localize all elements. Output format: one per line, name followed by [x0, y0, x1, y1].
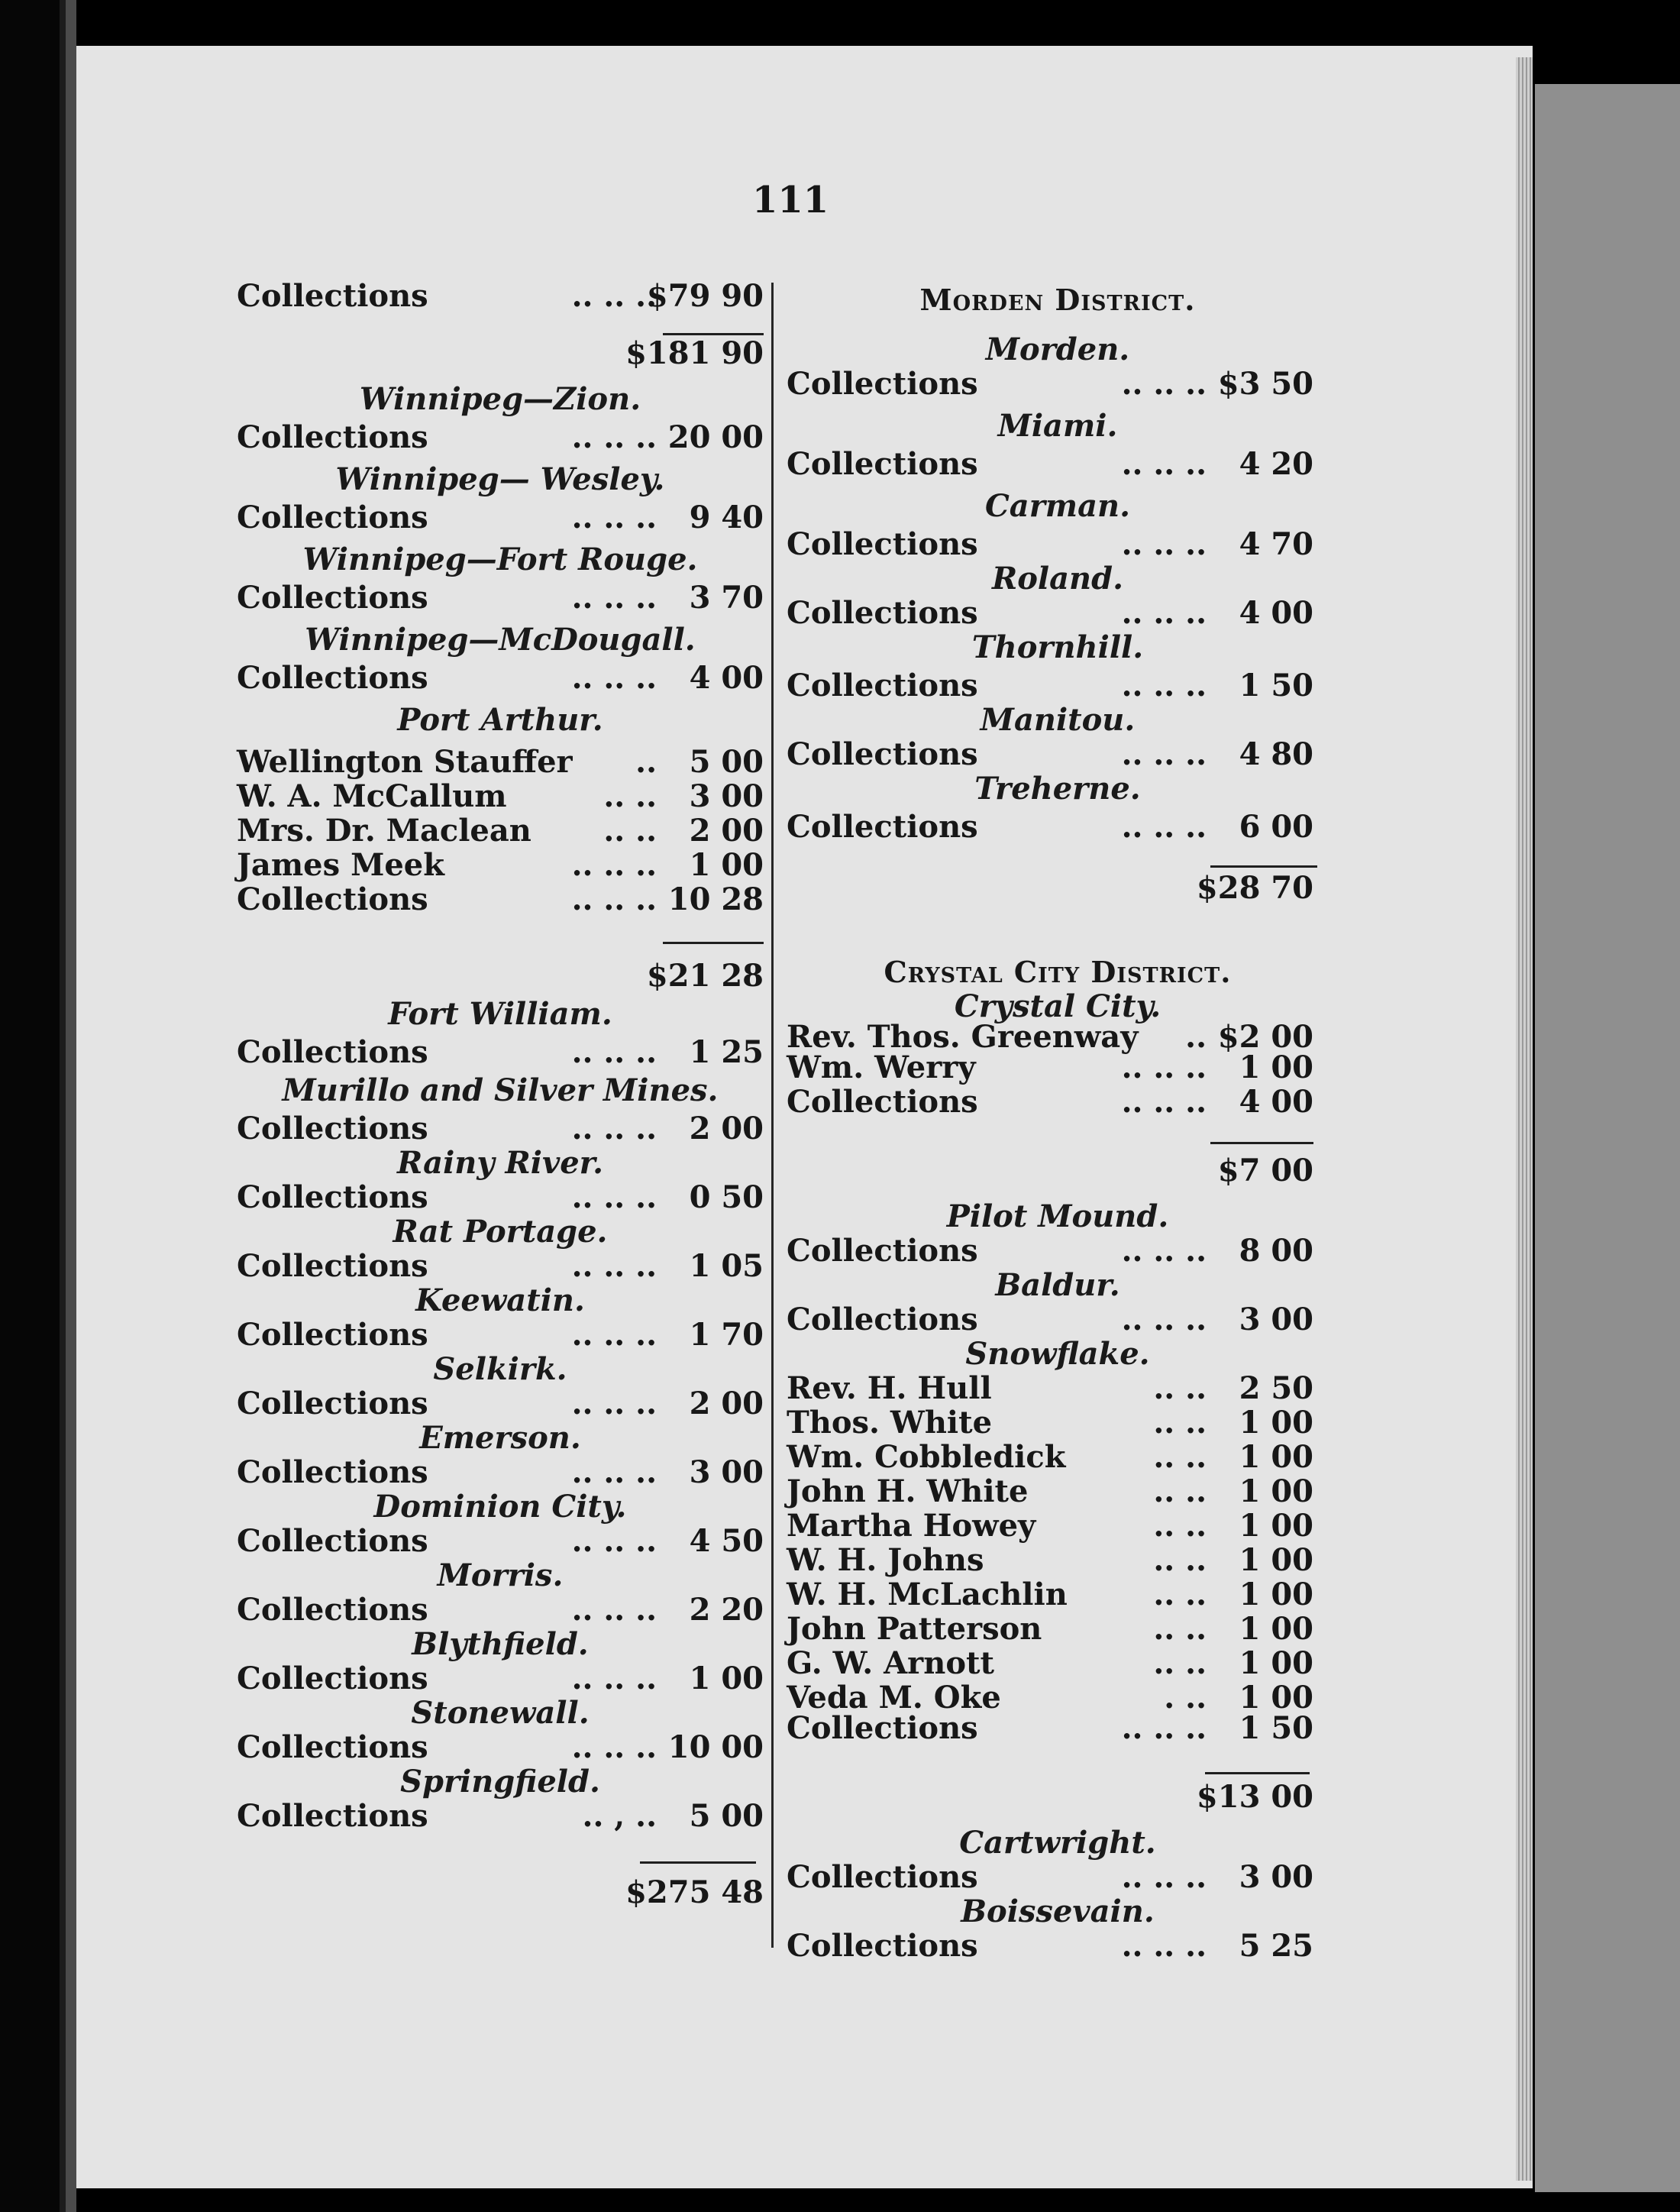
contributor-name: Collections — [237, 1661, 428, 1696]
amount: 1 00 — [1239, 1049, 1313, 1085]
contributor-name: John Patterson — [787, 1611, 1042, 1647]
place-heading: Manitou. — [980, 702, 1136, 738]
amount: 1 00 — [1239, 1577, 1313, 1612]
leader-dots: .. .. .. — [1121, 1233, 1207, 1269]
place-heading: Crystal City. — [954, 988, 1161, 1024]
contributor-name: Collections — [237, 1729, 428, 1765]
place-heading: Carman. — [984, 488, 1131, 524]
place-heading: Pilot Mound. — [946, 1198, 1169, 1234]
place-heading: Winnipeg—McDougall. — [305, 622, 696, 658]
contributor-name: Collections — [237, 660, 428, 696]
place-heading: Emerson. — [419, 1420, 581, 1456]
leader-dots: .. .. .. — [571, 1386, 657, 1421]
leader-dots: .. .. — [1153, 1542, 1207, 1578]
contributor-name: Collections — [787, 446, 978, 482]
amount: 2 00 — [689, 1386, 764, 1421]
amount: 1 00 — [689, 1661, 764, 1696]
leader-dots: .. .. .. — [1121, 595, 1207, 631]
amount: 6 00 — [1239, 809, 1313, 845]
book-binding — [0, 0, 76, 2212]
leader-dots: .. .. .. — [571, 1523, 657, 1559]
leader-dots: .. .. .. — [1121, 1710, 1207, 1746]
subtotal-amount: $181 90 — [625, 335, 764, 371]
place-heading: Roland. — [991, 561, 1124, 597]
column-divider — [771, 283, 774, 1948]
amount: 3 70 — [689, 580, 764, 616]
contributor-name: Collections — [237, 1386, 428, 1421]
leader-dots: .. .. — [1153, 1405, 1207, 1441]
leader-dots: .. .. .. — [571, 1179, 657, 1215]
place-heading: Rat Portage. — [393, 1214, 608, 1250]
place-heading: Winnipeg— Wesley. — [335, 461, 665, 497]
subtotal-amount: $28 70 — [1196, 870, 1313, 906]
place-heading: Fort William. — [388, 996, 612, 1032]
contributor-name: Collections — [787, 809, 978, 845]
leader-dots: .. .. .. — [1121, 668, 1207, 703]
place-heading: Treherne. — [974, 771, 1141, 807]
contributor-name: Collections — [237, 1179, 428, 1215]
amount: $2 00 — [1217, 1019, 1313, 1055]
contributor-name: Veda M. Oke — [787, 1680, 1001, 1716]
place-heading: Baldur. — [995, 1267, 1120, 1303]
contributor-name: Thos. White — [787, 1405, 993, 1441]
subtotal-amount: $21 28 — [646, 958, 764, 994]
leader-dots: .. .. — [1153, 1370, 1207, 1406]
leader-dots: .. .. .. — [571, 1454, 657, 1490]
place-heading: Morris. — [437, 1557, 564, 1593]
contributor-name: Collections — [787, 526, 978, 562]
contributor-name: W. H. Johns — [787, 1542, 984, 1578]
amount: 1 00 — [1239, 1508, 1313, 1544]
amount: 4 80 — [1239, 736, 1313, 772]
contributor-name: W. A. McCallum — [237, 778, 507, 814]
place-heading: Winnipeg—Fort Rouge. — [302, 542, 698, 577]
contributor-name: Collections — [237, 1592, 428, 1628]
amount: 5 00 — [689, 1798, 764, 1834]
contributor-name: John H. White — [787, 1473, 1029, 1509]
place-heading: Murillo and Silver Mines. — [282, 1072, 719, 1108]
leader-dots: .. .. .. — [571, 1248, 657, 1284]
leader-dots: .. .. .. — [571, 1592, 657, 1628]
amount: 3 00 — [1239, 1302, 1313, 1337]
place-heading: Selkirk. — [433, 1351, 567, 1387]
leader-dots: .. .. .. — [1121, 446, 1207, 482]
amount: 10 00 — [667, 1729, 764, 1765]
contributor-name: Collections — [787, 595, 978, 631]
sum-rule — [1210, 1142, 1313, 1144]
amount: 2 50 — [1239, 1370, 1313, 1406]
leader-dots: .. .. — [1153, 1645, 1207, 1681]
leader-dots: .. .. .. — [571, 1317, 657, 1353]
amount: 1 00 — [1239, 1439, 1313, 1475]
amount: 1 00 — [1239, 1473, 1313, 1509]
contributor-name: G. W. Arnott — [787, 1645, 994, 1681]
amount: 2 00 — [689, 813, 764, 849]
place-heading: Port Arthur. — [397, 702, 603, 738]
place-heading: Thornhill. — [971, 629, 1144, 665]
leader-dots: .. .. — [1153, 1577, 1207, 1612]
leader-dots: .. .. — [603, 778, 657, 814]
amount: 4 00 — [1239, 595, 1313, 631]
amount: $79 90 — [646, 278, 764, 314]
leader-dots: .. — [635, 744, 657, 780]
subtotal-amount: $7 00 — [1217, 1153, 1313, 1188]
place-heading: Rainy River. — [397, 1145, 603, 1181]
leader-dots: .. .. — [1153, 1439, 1207, 1475]
amount: 8 00 — [1239, 1233, 1313, 1269]
leader-dots: .. .. .. — [1121, 1859, 1207, 1895]
amount: 3 00 — [689, 1454, 764, 1490]
district-heading: Morden District. — [919, 283, 1196, 317]
leader-dots: .. .. .. — [571, 278, 657, 314]
amount: 3 00 — [1239, 1859, 1313, 1895]
contributor-name: Wellington Stauffer — [237, 744, 573, 780]
amount: 2 20 — [689, 1592, 764, 1628]
subtotal-amount: $13 00 — [1196, 1779, 1313, 1815]
contributor-name: Collections — [237, 500, 428, 535]
contributor-name: Rev. H. Hull — [787, 1370, 992, 1406]
place-heading: Blythfield. — [412, 1626, 589, 1662]
amount: 1 00 — [1239, 1645, 1313, 1681]
amount: 4 70 — [1239, 526, 1313, 562]
contributor-name: Collections — [237, 1317, 428, 1353]
contributor-name: Collections — [787, 668, 978, 703]
leader-dots: .. .. — [1153, 1611, 1207, 1647]
amount: 1 50 — [1239, 668, 1313, 703]
amount: 4 00 — [689, 660, 764, 696]
contributor-name: Collections — [237, 1523, 428, 1559]
amount: 1 00 — [1239, 1611, 1313, 1647]
amount: 5 00 — [689, 744, 764, 780]
leader-dots: .. .. .. — [1121, 1084, 1207, 1120]
sum-rule — [1210, 865, 1317, 868]
leader-dots: .. .. .. — [1121, 1302, 1207, 1337]
place-heading: Morden. — [985, 331, 1130, 367]
place-heading: Stonewall. — [411, 1695, 590, 1731]
amount: $3 50 — [1217, 366, 1313, 402]
contributor-name: Wm. Werry — [787, 1049, 976, 1085]
leader-dots: .. .. — [603, 813, 657, 849]
leader-dots: .. .. .. — [1121, 1049, 1207, 1085]
place-heading: Dominion City. — [373, 1489, 627, 1525]
amount: 1 00 — [689, 847, 764, 883]
leader-dots: .. .. .. — [571, 847, 657, 883]
leader-dots: .. — [1185, 1019, 1207, 1055]
contributor-name: W. H. McLachlin — [787, 1577, 1068, 1612]
contributor-name: Mrs. Dr. Maclean — [237, 813, 531, 849]
contributor-name: Collections — [237, 419, 428, 455]
contributor-name: Collections — [787, 366, 978, 402]
contributor-name: Collections — [787, 1928, 978, 1964]
contributor-name: Wm. Cobbledick — [787, 1439, 1066, 1475]
amount: 4 20 — [1239, 446, 1313, 482]
leader-dots: . .. — [1164, 1680, 1207, 1716]
sum-rule — [1205, 1772, 1310, 1774]
amount: 1 00 — [1239, 1405, 1313, 1441]
leader-dots: .. .. .. — [571, 500, 657, 535]
contributor-name: Collections — [787, 736, 978, 772]
place-heading: Boissevain. — [961, 1893, 1155, 1929]
leader-dots: .. .. .. — [1121, 809, 1207, 845]
leader-dots: .. .. — [1153, 1508, 1207, 1544]
leader-dots: .. .. .. — [1121, 526, 1207, 562]
leader-dots: .. .. .. — [571, 881, 657, 917]
sum-rule — [663, 333, 764, 335]
contributor-name: Collections — [787, 1302, 978, 1337]
page-number: 111 — [752, 179, 829, 222]
page-edges — [1516, 57, 1533, 2181]
amount: 9 40 — [689, 500, 764, 535]
contributor-name: Collections — [237, 1111, 428, 1146]
amount: 1 00 — [1239, 1542, 1313, 1578]
contributor-name: Rev. Thos. Greenway — [787, 1019, 1139, 1055]
place-heading: Winnipeg—Zion. — [359, 381, 641, 417]
sum-rule — [663, 942, 764, 944]
place-heading: Keewatin. — [415, 1282, 585, 1318]
amount: 1 25 — [689, 1034, 764, 1070]
amount: 4 00 — [1239, 1084, 1313, 1120]
background-surface — [1535, 84, 1680, 2192]
contributor-name: Collections — [237, 1248, 428, 1284]
contributor-name: Collections — [237, 278, 428, 314]
contributor-name: James Meek — [237, 847, 444, 883]
amount: 1 50 — [1239, 1710, 1313, 1746]
leader-dots: .. .. .. — [1121, 1928, 1207, 1964]
contributor-name: Collections — [237, 580, 428, 616]
leader-dots: .. .. .. — [571, 660, 657, 696]
leader-dots: .. .. .. — [1121, 736, 1207, 772]
amount: 3 00 — [689, 778, 764, 814]
contributor-name: Collections — [237, 1798, 428, 1834]
leader-dots: .. .. .. — [571, 580, 657, 616]
amount: 5 25 — [1239, 1928, 1313, 1964]
subtotal-amount: $275 48 — [625, 1874, 764, 1910]
contributor-name: Collections — [787, 1233, 978, 1269]
leader-dots: .. .. .. — [571, 419, 657, 455]
amount: 1 70 — [689, 1317, 764, 1353]
amount: 2 00 — [689, 1111, 764, 1146]
amount: 0 50 — [689, 1179, 764, 1215]
leader-dots: .. .. .. — [571, 1729, 657, 1765]
leader-dots: .. .. .. — [1121, 366, 1207, 402]
amount: 1 05 — [689, 1248, 764, 1284]
amount: 1 00 — [1239, 1680, 1313, 1716]
place-heading: Cartwright. — [959, 1825, 1156, 1861]
contributor-name: Collections — [237, 1454, 428, 1490]
contributor-name: Martha Howey — [787, 1508, 1036, 1544]
leader-dots: .. .. .. — [571, 1034, 657, 1070]
place-heading: Snowflake. — [965, 1336, 1150, 1372]
district-heading: Crystal City District. — [884, 955, 1232, 989]
place-heading: Springfield. — [400, 1764, 600, 1800]
sum-rule — [640, 1861, 756, 1864]
contributor-name: Collections — [787, 1859, 978, 1895]
contributor-name: Collections — [237, 881, 428, 917]
leader-dots: .. , .. — [582, 1798, 657, 1834]
contributor-name: Collections — [787, 1710, 978, 1746]
leader-dots: .. .. .. — [571, 1661, 657, 1696]
leader-dots: .. .. .. — [571, 1111, 657, 1146]
leader-dots: .. .. — [1153, 1473, 1207, 1509]
amount: 20 00 — [667, 419, 764, 455]
contributor-name: Collections — [787, 1084, 978, 1120]
contributor-name: Collections — [237, 1034, 428, 1070]
place-heading: Miami. — [997, 408, 1118, 444]
amount: 10 28 — [667, 881, 764, 917]
amount: 4 50 — [689, 1523, 764, 1559]
